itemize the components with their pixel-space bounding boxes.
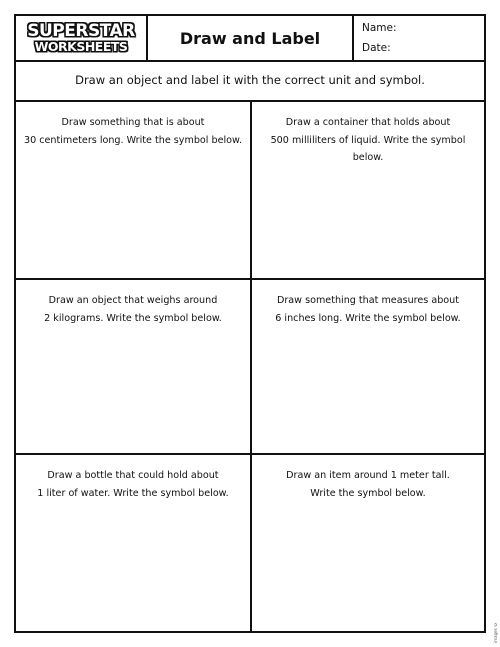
drawing-grid xyxy=(16,102,484,631)
logo-line2: WORKSHEETS xyxy=(34,38,128,54)
name-label: Name: xyxy=(362,22,397,34)
name-date-box xyxy=(354,16,484,60)
header xyxy=(16,16,484,62)
page-title: Draw and Label xyxy=(148,16,354,60)
prompt-4: Draw something that measures about 6 inches long. Write the symbol below. xyxy=(275,295,461,324)
prompt-2: Draw a container that holds about 500 milliliters of liquid. Write the symbol below. xyxy=(270,117,466,164)
image-credit: images © xyxy=(493,622,498,643)
prompt-6: Draw an item around 1 meter tall. Write the symbol below. xyxy=(286,470,450,499)
drawing-box-4[interactable] xyxy=(252,280,484,453)
drawing-box-6[interactable] xyxy=(252,455,484,631)
drawing-box-1[interactable] xyxy=(16,102,250,278)
drawing-box-5[interactable] xyxy=(16,455,250,631)
date-label: Date: xyxy=(362,42,391,54)
instructions: Draw an object and label it with the correct unit and symbol. xyxy=(16,60,484,102)
prompt-1: Draw something that is about 30 centimeters long. Write the symbol below. xyxy=(23,117,243,146)
prompt-3: Draw an object that weighs around 2 kilograms. Write the symbol below. xyxy=(44,295,222,324)
drawing-box-3[interactable] xyxy=(16,280,250,453)
worksheet xyxy=(14,14,486,633)
prompt-5: Draw a bottle that could hold about 1 liter of water. Write the symbol below. xyxy=(37,470,229,499)
drawing-box-2[interactable] xyxy=(252,102,484,278)
superstar-worksheets-logo xyxy=(16,16,148,60)
logo-line1: SUPERSTAR xyxy=(27,20,135,41)
